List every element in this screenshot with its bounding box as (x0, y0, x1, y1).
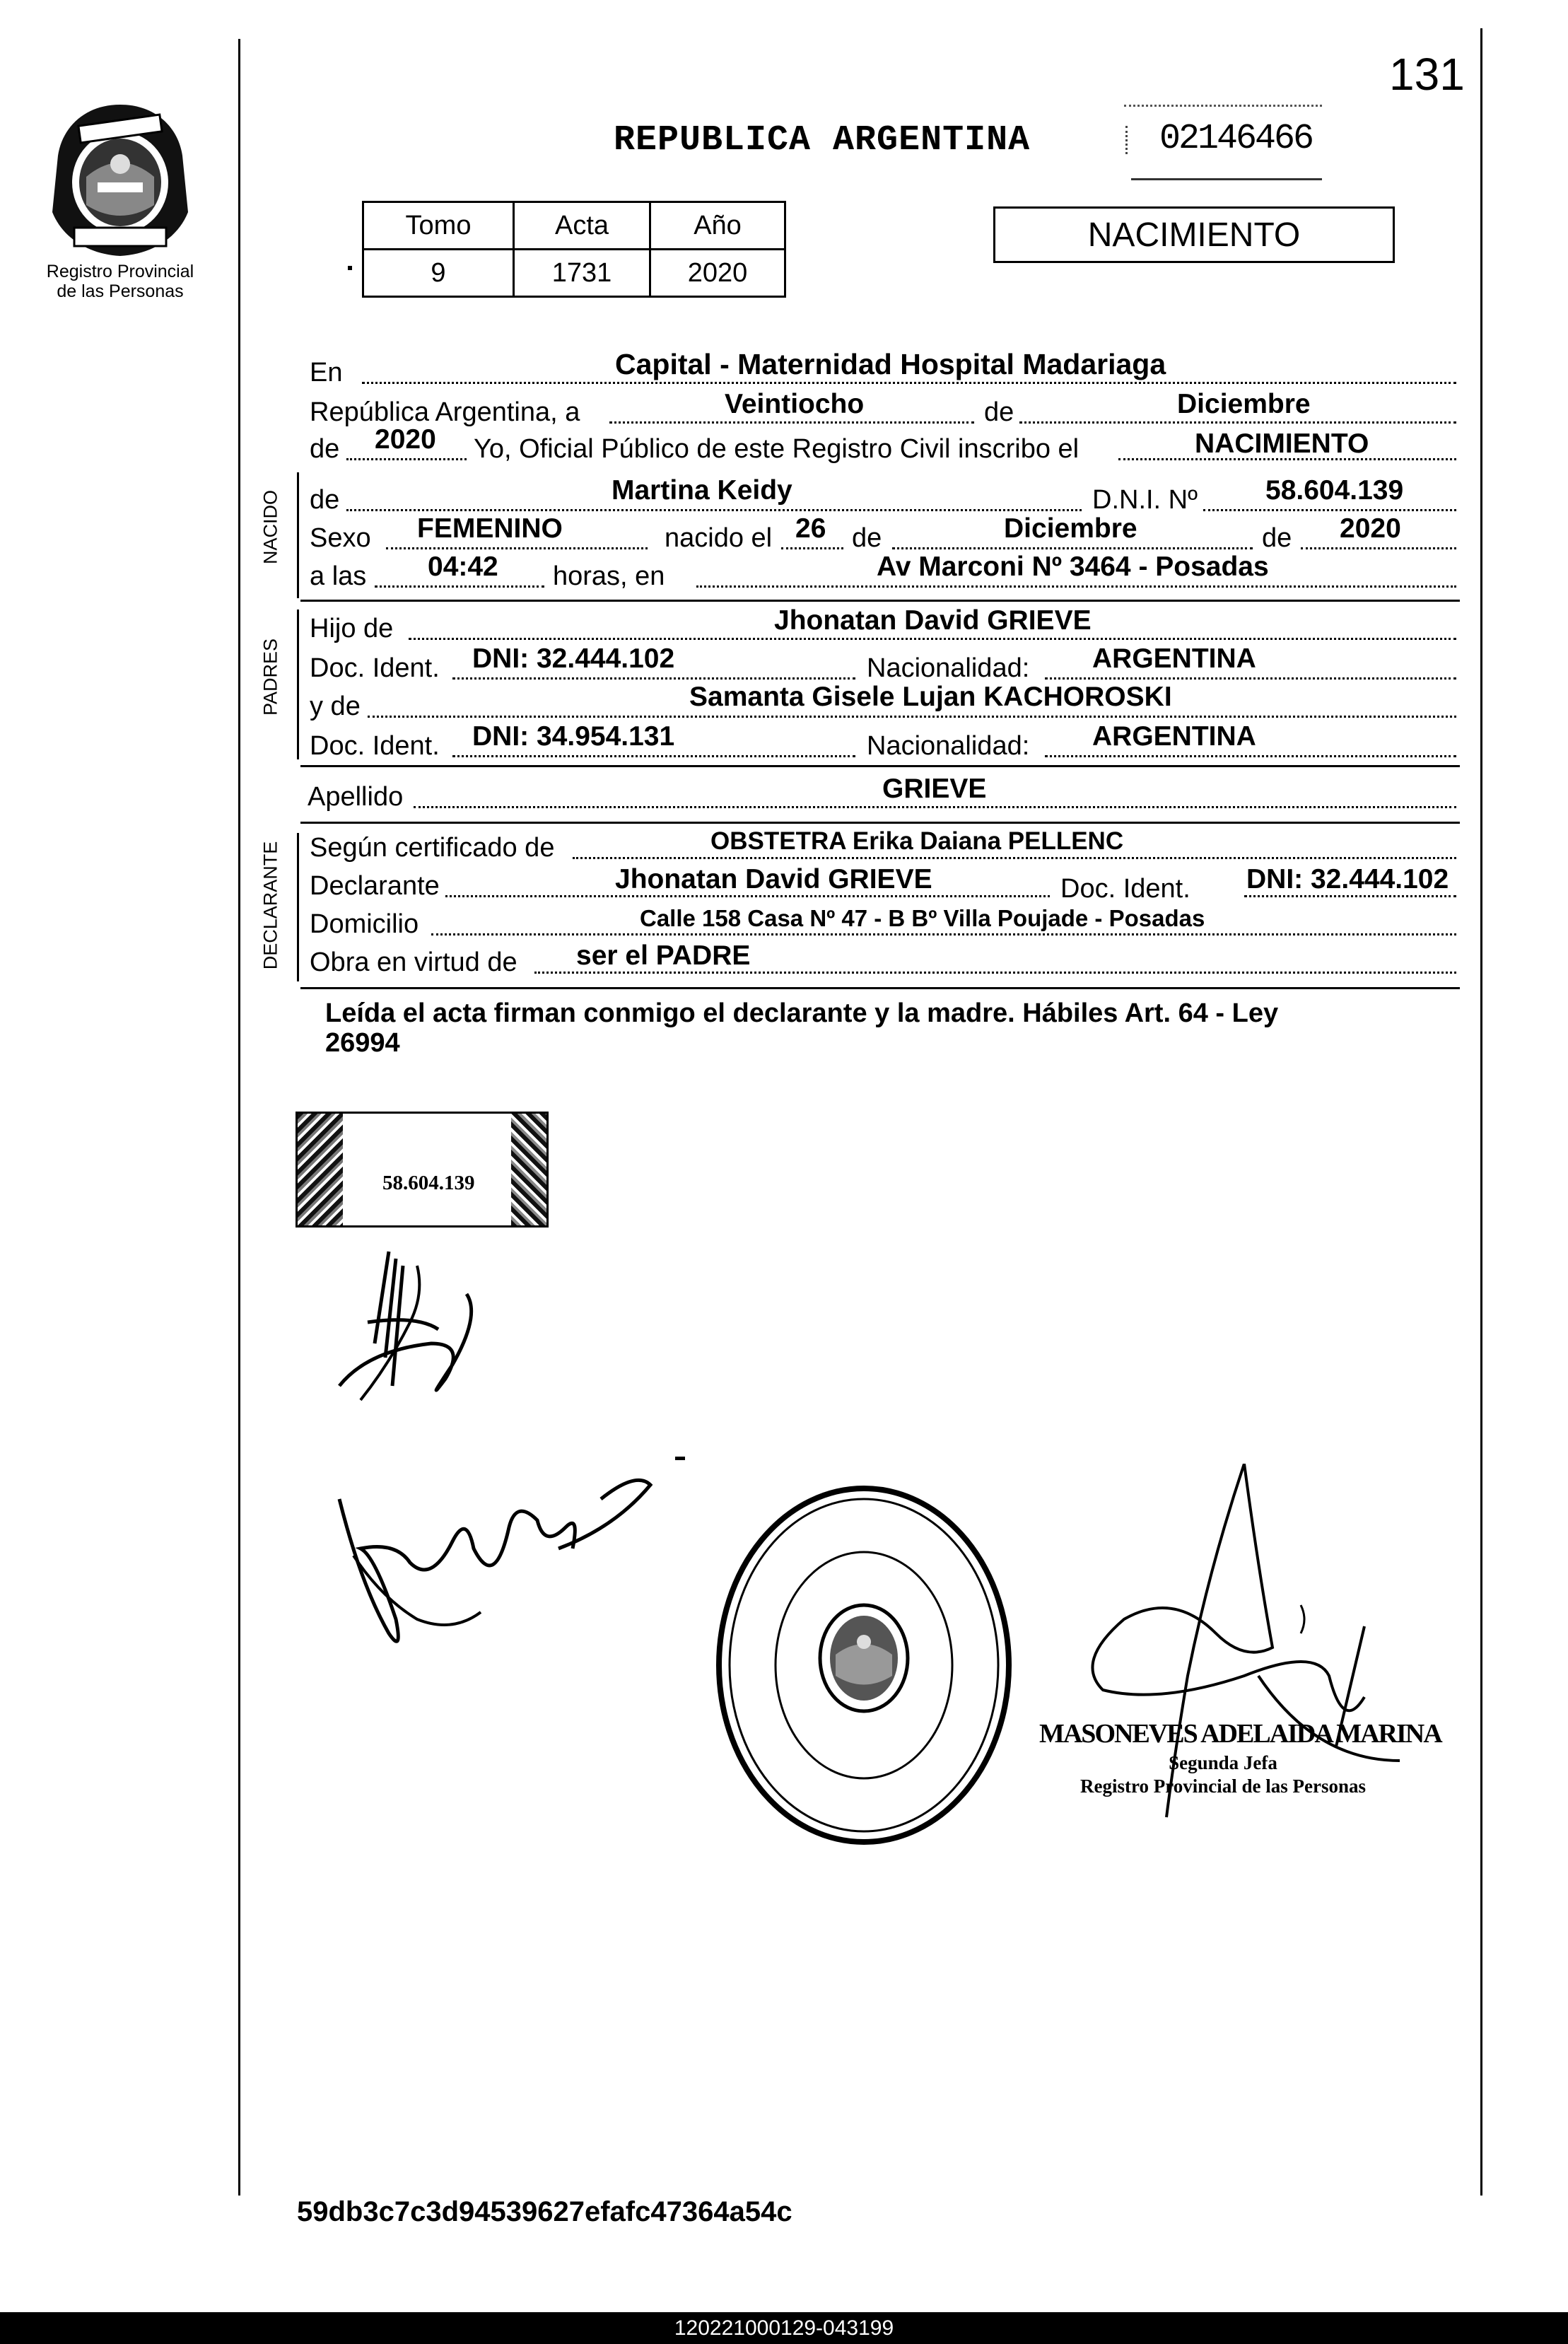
birth-month-value: Diciembre (1004, 513, 1137, 544)
nacido-side-label: NACIDO (259, 490, 281, 565)
child-name-value: Martina Keidy (612, 475, 792, 506)
year-prefix-label: de (310, 434, 340, 464)
nacido-name-dots (346, 509, 1082, 511)
obra-dots (534, 972, 1456, 974)
left-margin-line (238, 39, 240, 2196)
act-type-label: NACIMIENTO (1087, 216, 1301, 254)
apellido-value: GRIEVE (882, 774, 987, 804)
signature-2 (332, 1442, 657, 1669)
birth-day-dots (781, 547, 843, 549)
y-de-label: y de (310, 692, 361, 721)
nacido-de-label-3: de (1262, 523, 1292, 553)
republica-dots-2 (1019, 421, 1456, 424)
table-header-acta: Acta (514, 202, 650, 250)
logo-caption-line1: Registro Provincial (46, 262, 194, 281)
closing-text (325, 998, 1428, 1058)
registry-table (362, 201, 786, 298)
official-office: Registro Provincial de las Personas (1080, 1776, 1366, 1797)
dni-label: D.N.I. Nº (1092, 485, 1198, 515)
footprint-box (296, 1112, 549, 1228)
time-value: 04:42 (428, 552, 498, 582)
stamp-inner-text (708, 1478, 709, 1479)
apellido-divider (300, 822, 1460, 824)
father-doc-value: DNI: 32.444.102 (472, 643, 675, 674)
father-doc-label: Doc. Ident. (310, 653, 440, 683)
nacido-de-label: de (310, 485, 340, 515)
a-las-label: a las (310, 561, 367, 591)
decl-label: Declarante (310, 871, 440, 901)
birth-year-dots (1301, 547, 1456, 549)
decl-doc-dots (1244, 895, 1456, 897)
apellido-dots (414, 806, 1456, 808)
padres-side-label: PADRES (259, 638, 281, 716)
logo-caption (21, 262, 219, 301)
declarante-divider (300, 987, 1460, 989)
republica-label: República Argentina, a (310, 397, 580, 427)
sexo-dots (386, 547, 648, 549)
day-words-value: Veintiocho (725, 389, 865, 419)
father-nat-dots (1045, 677, 1456, 680)
year-dots (346, 458, 467, 460)
nacido-divider (300, 600, 1460, 602)
document-hash: 59db3c7c3d94539627efafc47364a54c (297, 2196, 792, 2227)
cert-label: Según certificado de (310, 833, 555, 863)
en-label: En (310, 358, 343, 387)
dom-dots (431, 933, 1456, 935)
nacido-el-label: nacido el (665, 523, 773, 553)
logo-caption-line2: de las Personas (57, 281, 184, 301)
year-value: 2020 (375, 424, 436, 455)
mother-nat-dots (1045, 755, 1456, 757)
serial-number: 02146466 (1159, 119, 1313, 159)
decl-doc-value: DNI: 32.444.102 (1246, 864, 1449, 894)
father-nat-label: Nacionalidad: (867, 653, 1030, 683)
mother-doc-dots (452, 755, 855, 757)
serial-underline (1131, 178, 1322, 180)
province-logo (42, 99, 198, 262)
mother-doc-value: DNI: 34.954.131 (472, 721, 675, 752)
decl-dots (445, 895, 1050, 897)
decl-value: Jhonatan David GRIEVE (615, 864, 932, 894)
declarante-bracket (297, 833, 299, 981)
table-header-tomo: Tomo (363, 202, 514, 250)
footer-code: 120221000129-043199 (674, 2316, 894, 2340)
father-dots (409, 638, 1456, 640)
apellido-label: Apellido (308, 782, 404, 812)
father-doc-dots (452, 677, 855, 680)
serial-top-marks (1124, 105, 1322, 107)
obra-label: Obra en virtud de (310, 947, 517, 977)
sexo-value: FEMENINO (417, 513, 563, 544)
hijo-de-label: Hijo de (310, 614, 394, 643)
right-margin-line (1480, 28, 1482, 2196)
footprint-left-print (298, 1114, 343, 1225)
en-dots (362, 382, 1456, 384)
stray-mark (675, 1457, 685, 1460)
misiones-seal-icon (42, 99, 198, 262)
birth-year-value: 2020 (1340, 513, 1401, 544)
table-value-ano: 2020 (650, 250, 785, 297)
closing-line-1: Leída el acta firman conmigo el declarante y la madre. Hábiles Art. 64 - Ley (325, 998, 1279, 1028)
padres-bracket (297, 610, 299, 759)
month-value: Diciembre (1177, 389, 1311, 419)
child-dni-value: 58.604.139 (1265, 475, 1404, 506)
time-dots (375, 585, 544, 588)
official-stamp-seal (708, 1478, 1019, 1853)
official-block (1039, 1718, 1441, 1797)
official-name: MASONEVES ADELAIDA MARINA (1039, 1719, 1441, 1749)
oficial-text: Yo, Oficial Público de este Registro Civil inscribo el (474, 434, 1080, 464)
dom-value: Calle 158 Casa Nº 47 - B Bº Villa Poujade - Posadas (640, 905, 1205, 931)
nacido-bracket (297, 472, 299, 598)
mother-nat-label: Nacionalidad: (867, 731, 1030, 761)
cert-dots (573, 857, 1456, 859)
mother-doc-label: Doc. Ident. (310, 731, 440, 761)
table-bullet (348, 266, 352, 270)
decl-doc-label: Doc. Ident. (1060, 874, 1190, 904)
page-number: 131 (1389, 49, 1465, 100)
dom-label: Domicilio (310, 909, 419, 939)
address-dots (696, 585, 1456, 588)
place-value: Capital - Maternidad Hospital Madariaga (615, 348, 1166, 380)
nacido-de-label-2: de (852, 523, 882, 553)
official-stamp (708, 1478, 1019, 1853)
mother-name-value: Samanta Gisele Lujan KACHOROSKI (689, 682, 1172, 712)
sexo-label: Sexo (310, 523, 371, 553)
act-word-value: NACIMIENTO (1195, 428, 1369, 459)
de-label-1: de (984, 397, 1014, 427)
father-nat-value: ARGENTINA (1092, 643, 1256, 674)
birth-address-value: Av Marconi Nº 3464 - Posadas (877, 552, 1269, 582)
official-role: Segunda Jefa (1169, 1752, 1277, 1773)
footer-bar (0, 2312, 1568, 2344)
dni-dots (1203, 509, 1456, 511)
act-type-box (993, 206, 1395, 263)
country-title: REPUBLICA ARGENTINA (614, 120, 1031, 161)
mother-dots (368, 716, 1456, 718)
father-name-value: Jhonatan David GRIEVE (774, 605, 1092, 636)
mother-nat-value: ARGENTINA (1092, 721, 1256, 752)
padres-divider (300, 765, 1460, 767)
footprint-right-print (511, 1114, 546, 1225)
republica-dots-1 (609, 421, 974, 424)
obra-value: ser el PADRE (576, 940, 751, 971)
closing-line-2: 26994 (325, 1028, 400, 1058)
declarante-side-label: DECLARANTE (259, 841, 281, 970)
signature-1 (325, 1237, 495, 1421)
table-header-ano: Año (650, 202, 785, 250)
serial-left-mark (1125, 126, 1130, 154)
horas-label: horas, en (553, 561, 665, 591)
table-value-tomo: 9 (363, 250, 514, 297)
table-value-acta: 1731 (514, 250, 650, 297)
birth-month-dots (892, 547, 1253, 549)
cert-value: OBSTETRA Erika Daiana PELLENC (710, 827, 1124, 855)
footprint-number: 58.604.139 (382, 1172, 475, 1194)
birth-day-value: 26 (795, 513, 826, 544)
